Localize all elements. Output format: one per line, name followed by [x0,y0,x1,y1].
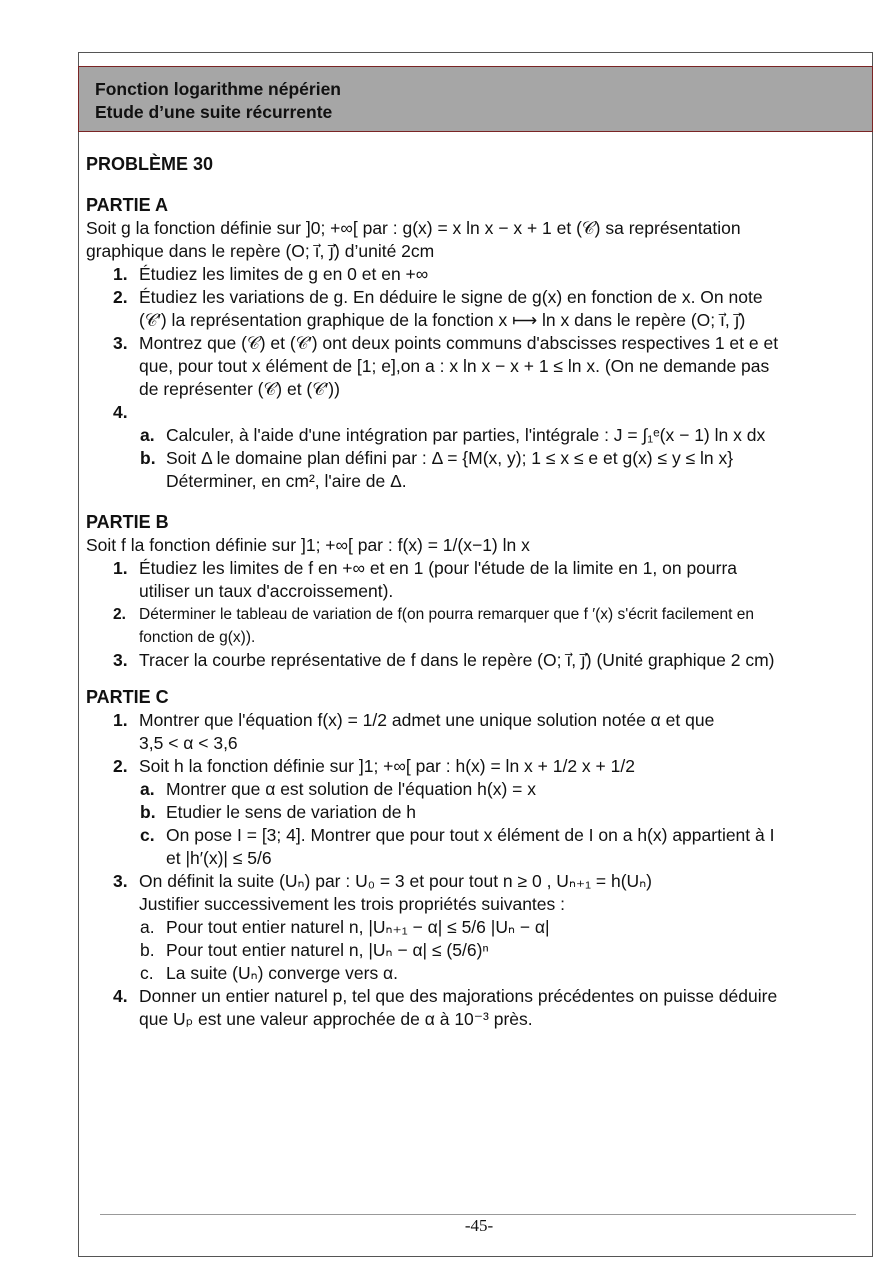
chapter-subtitle: Etude d’une suite récurrente [95,102,333,122]
sub-item [86,447,872,493]
part-c-title: PARTIE C [86,687,169,707]
part-a-title: PARTIE A [86,195,169,215]
item-number: 4. [113,402,128,422]
list-item [86,755,872,778]
sub-item [86,824,872,870]
item-number: 1. [113,264,128,284]
item-number: 1. [113,710,128,730]
item-number: 1. [113,558,128,578]
part-b-intro: Soit f la fonction définie sur ]1; +∞[ par : f(x) = 1/(x−1) ln x [86,535,530,555]
sub-item-letter: a. [140,425,155,445]
item-text: Montrer que α est solution de l'équation h(x) = x [166,779,536,799]
list-item [86,985,872,1031]
item-text: Déterminer, en cm², l'aire de Δ. [166,471,407,491]
list-item [86,557,872,603]
chapter-title: Fonction logarithme népérien [95,79,341,99]
item-text: Étudiez les variations de g. En déduire le signe de g(x) en fonction de x. On note [139,287,763,307]
list-item [86,332,872,401]
sub-item-letter: c. [140,825,155,845]
item-text: On définit la suite (Uₙ) par : U₀ = 3 et pour tout n ≥ 0 , Uₙ₊₁ = h(Uₙ) [139,871,652,891]
part-b-title: PARTIE B [86,512,169,532]
item-text: et |h′(x)| ≤ 5/6 [166,848,272,868]
sub-item-letter: a. [140,779,155,799]
item-text: Déterminer le tableau de variation de f(on pourra remarquer que f ′(x) s'écrit facilement en [139,606,754,623]
part-a-intro-line: graphique dans le repère (O; i⃗, j⃗) d’unité 2cm [86,241,435,261]
sub-item-letter: b. [140,802,156,822]
item-text: Calculer, à l'aide d'une intégration par parties, l'intégrale : J = ∫₁ᵉ(x − 1) ln x dx [166,425,766,445]
sub-item-letter: a. [140,917,155,937]
item-number: 2. [113,756,128,776]
item-text: Étudiez les limites de g en 0 et en +∞ [139,264,429,284]
item-text: que Uₚ est une valeur approchée de α à 10⁻³ près. [139,1009,533,1029]
list-item [86,603,872,649]
item-text: Soit h la fonction définie sur ]1; +∞[ par : h(x) = ln x + 1/2 x + 1/2 [139,756,635,776]
list-item [86,870,872,916]
sub-item [86,962,872,985]
sub-item [86,916,872,939]
item-text: Etudier le sens de variation de h [166,802,417,822]
item-text: de représenter (𝒞) et (𝒞′)) [139,379,340,399]
item-text: Justifier successivement les trois propriétés suivantes : [139,894,565,914]
item-number: 3. [113,333,128,353]
sub-item-letter: b. [140,940,155,960]
footer-divider [100,1214,856,1215]
item-number: 2. [113,287,128,307]
sub-item [86,424,872,447]
main-content [86,153,872,1031]
item-text: Étudiez les limites de f en +∞ et en 1 (pour l'étude de la limite en 1, on pourra [139,558,738,578]
item-text: Montrez que (𝒞) et (𝒞′) ont deux points communs d'abscisses respectives 1 et e et [139,333,779,353]
item-text: Pour tout entier naturel n, |Uₙ₊₁ − α| ≤ 5/6 |Uₙ − α| [166,917,550,937]
part-a-intro-line: Soit g la fonction définie sur ]0; +∞[ par : g(x) = x ln x − x + 1 et (𝒞) sa représentation [86,218,741,238]
item-text [139,401,872,424]
sub-item-letter: b. [140,448,156,468]
list-item [86,263,872,286]
problem-title: PROBLÈME 30 [86,154,214,174]
item-text: 3,5 < α < 3,6 [139,733,238,753]
chapter-header [78,66,873,132]
list-item [86,401,872,424]
page-number: -45- [464,1216,494,1235]
sub-item [86,939,872,962]
item-text: La suite (Uₙ) converge vers α. [166,963,399,983]
item-text: (𝒞′) la représentation graphique de la fonction x ⟼ ln x dans le repère (O; i⃗, j⃗) [139,310,746,330]
list-item [86,286,872,332]
item-number: 2. [113,606,126,623]
item-text: Soit Δ le domaine plan défini par : Δ = {M(x, y); 1 ≤ x ≤ e et g(x) ≤ y ≤ ln x} [166,448,734,468]
list-item [86,709,872,755]
sub-item [86,801,872,824]
list-item [86,649,872,672]
item-text: Pour tout entier naturel n, |Uₙ − α| ≤ (5/6)ⁿ [166,940,489,960]
item-number: 4. [113,986,128,1006]
item-text: fonction de g(x)). [139,629,256,646]
sub-item-letter: c. [140,963,154,983]
item-number: 3. [113,650,128,670]
item-text: Montrer que l'équation f(x) = 1/2 admet une unique solution notée α et que [139,710,715,730]
item-text: utiliser un taux d'accroissement). [139,581,394,601]
item-text: On pose I = [3; 4]. Montrer que pour tout x élément de I on a h(x) appartient à I [166,825,775,845]
item-number: 3. [113,871,128,891]
item-text: Donner un entier naturel p, tel que des majorations précédentes on puisse déduire [139,986,778,1006]
item-text: Tracer la courbe représentative de f dans le repère (O; i⃗, j⃗) (Unité graphique 2 cm) [139,650,775,670]
sub-item [86,778,872,801]
item-text: que, pour tout x élément de [1; e],on a : x ln x − x + 1 ≤ ln x. (On ne demande pas [139,356,770,376]
